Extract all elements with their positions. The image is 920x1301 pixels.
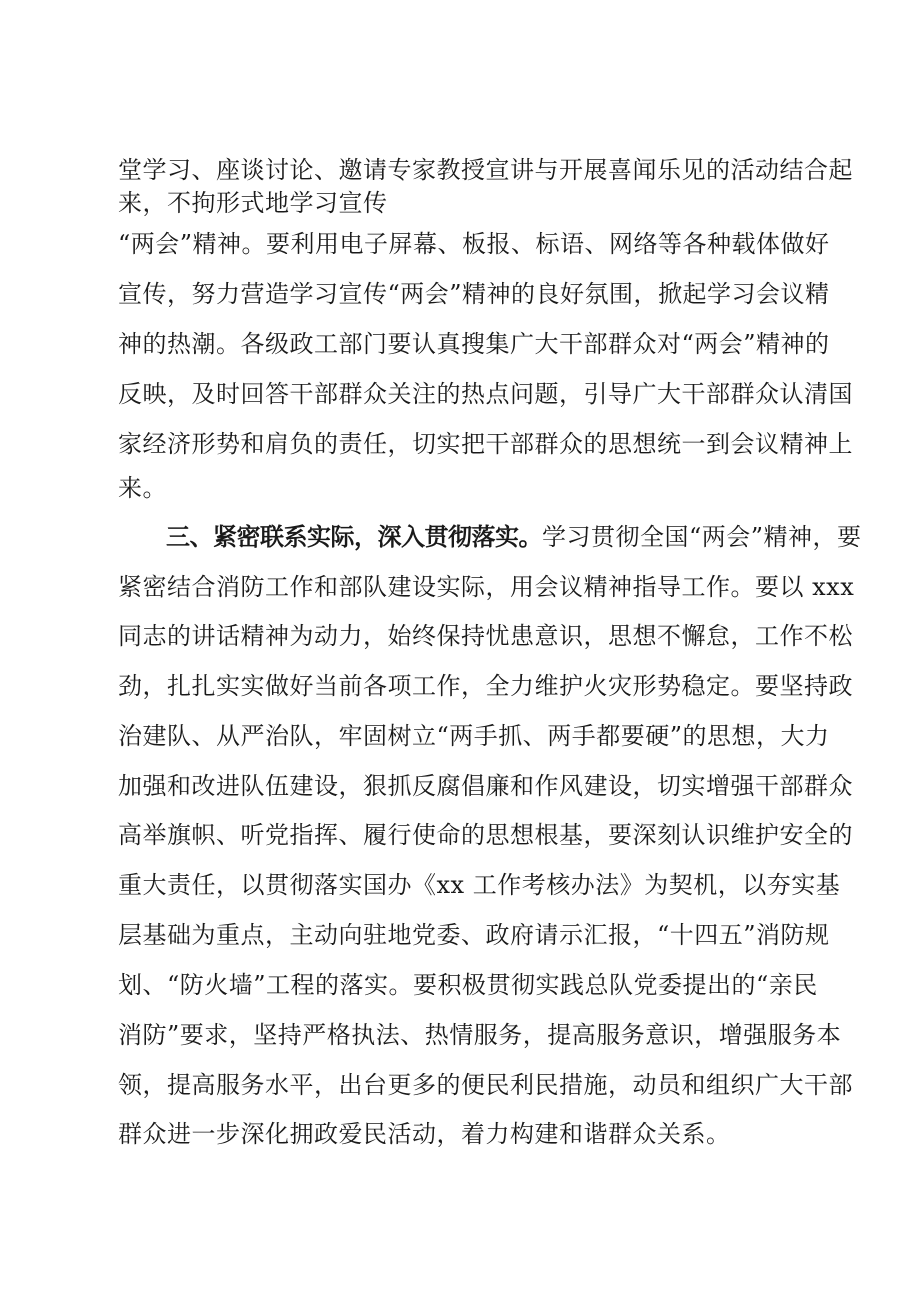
paragraph-1-line-1: 堂学习、座谈讨论、邀请专家教授宣讲与开展喜闻乐见的活动结合起: [118, 156, 853, 184]
paragraph-2-line-1: “两会”精神。要利用电子屏幕、板报、标语、网络等各种载体做好: [118, 230, 830, 258]
paragraph-3-line-10: 划、“防火墙”工程的落实。要积极贯彻实践总队党委提出的“亲民: [118, 971, 818, 999]
paragraph-2-line-5: 家经济形势和肩负的责任，切实把干部群众的思想统一到会议精神上: [118, 430, 853, 458]
paragraph-2-line-6: 来。: [118, 474, 167, 502]
paragraph-3-line-12: 领，提高服务水平，出台更多的便民利民措施，动员和组织广大干部: [118, 1071, 853, 1099]
paragraph-3-line-1: [166, 520, 862, 554]
paragraph-3-line-9: 层基础为重点，主动向驻地党委、政府请示汇报，“十四五”消防规: [118, 921, 830, 949]
paragraph-3-line-3: 同志的讲话精神为动力，始终保持忧患意识，思想不懈怠，工作不松: [118, 622, 853, 650]
section-heading: 三、紧密联系实际，深入贯彻落实。: [166, 523, 542, 551]
paragraph-3-line-4: 劲，扎扎实实做好当前各项工作，全力维护火灾形势稳定。要坚持政: [118, 672, 853, 700]
paragraph-3-line-7: 高举旗帜、听党指挥、履行使命的思想根基，要深刻认识维护安全的: [118, 821, 853, 849]
paragraph-3-line-2: 紧密结合消防工作和部队建设实际，用会议精神指导工作。要以 xxx: [118, 573, 855, 601]
paragraph-3-line-1-rest: 学习贯彻全国“两会”精神，要: [542, 523, 862, 551]
paragraph-3-line-5: 治建队、从严治队，牢固树立“两手抓、两手都要硬”的思想，大力: [118, 722, 830, 750]
paragraph-1-line-2: 来，不拘形式地学习宣传: [118, 189, 388, 217]
paragraph-3-line-11: 消防”要求，坚持严格执法、热情服务，提高服务意识，增强服务本: [118, 1021, 842, 1049]
paragraph-3-line-13: 群众进一步深化拥政爱民活动，着力构建和谐群众关系。: [118, 1120, 731, 1148]
paragraph-3-line-6: 加强和改进队伍建设，狠抓反腐倡廉和作风建设，切实增强干部群众: [118, 772, 853, 800]
paragraph-2-line-2: 宣传，努力营造学习宣传“两会”精神的良好氛围，掀起学习会议精: [118, 280, 830, 308]
paragraph-3-line-8: 重大责任，以贯彻落实国办《xx 工作考核办法》为契机，以夯实基: [118, 871, 841, 899]
paragraph-2-line-4: 反映，及时回答干部群众关注的热点问题，引导广大干部群众认清国: [118, 380, 853, 408]
paragraph-2-line-3: 神的热潮。各级政工部门要认真搜集广大干部群众对“两会”精神的: [118, 330, 830, 358]
